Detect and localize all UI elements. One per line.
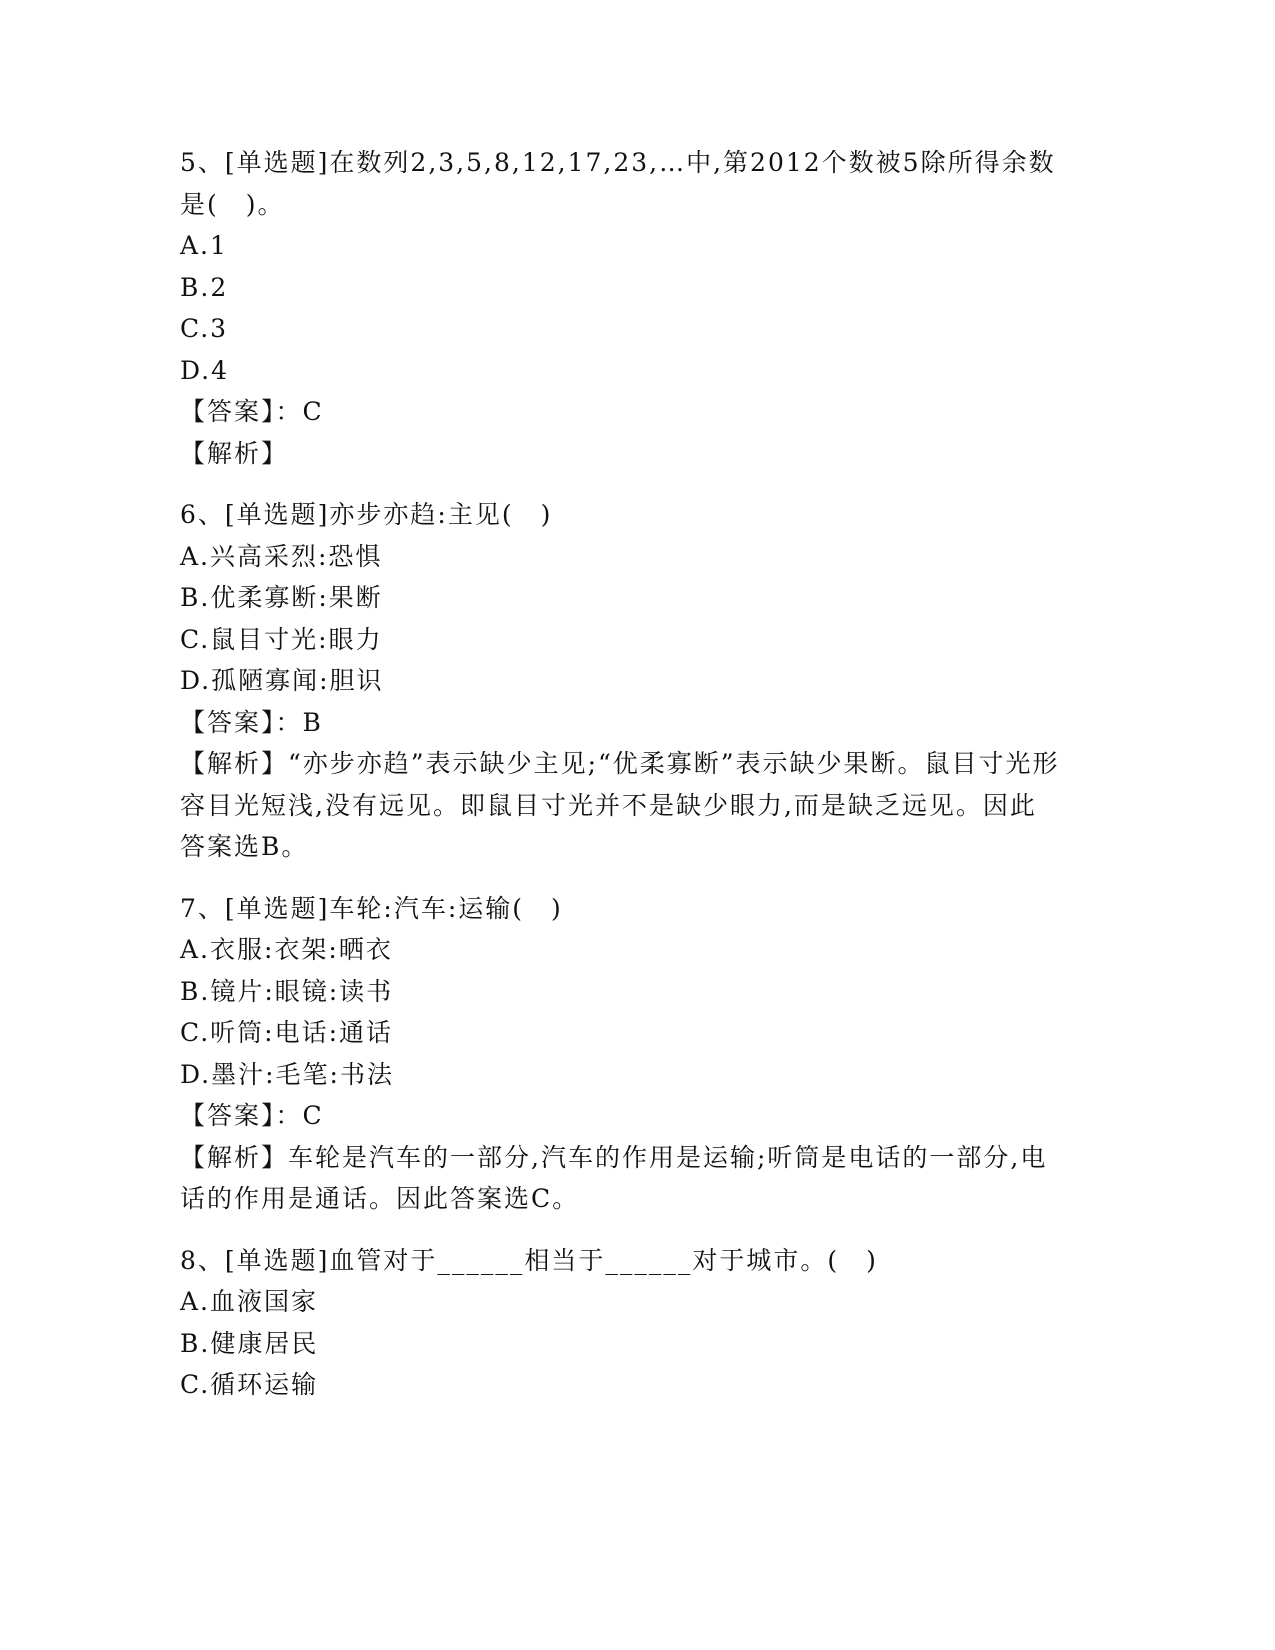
option-c: C.听筒:电话:通话 [180, 1018, 394, 1047]
analysis-line: 【解析】“亦步亦趋”表示缺少主见;“优柔寡断”表示缺少果断。鼠目寸光形容目光短浅,没有远见。即鼠目寸光并不是缺少眼力,而是缺乏远见。因此答案选B。 [180, 749, 1060, 861]
option-c: C.循环运输 [180, 1370, 319, 1399]
answer-line: 【答案】：C [180, 1101, 324, 1130]
document-page [180, 142, 1060, 1426]
question-6 [180, 494, 1060, 868]
option-d: D.墨汁:毛笔:书法 [180, 1059, 394, 1089]
option-b: B.健康居民 [180, 1328, 319, 1358]
question-7 [180, 888, 1060, 1220]
option-a: A.衣服:衣架:晒衣 [180, 935, 393, 964]
analysis-line: 【解析】车轮是汽车的一部分,汽车的作用是运输;听筒是电话的一部分,电话的作用是通话。因此答案选C。 [180, 1142, 1048, 1213]
option-a: A.血液国家 [180, 1287, 319, 1316]
option-c: C.鼠目寸光:眼力 [180, 624, 383, 654]
question-8 [180, 1240, 1060, 1406]
question-stem: 8、[单选题]血管对于______相当于______对于城市。( ) [180, 1245, 878, 1275]
option-c: C.3 [180, 314, 229, 343]
answer-line: 【答案】：B [180, 707, 323, 737]
option-a: A.兴高采烈:恐惧 [180, 541, 383, 571]
question-5 [180, 142, 1060, 474]
option-b: B.2 [180, 272, 229, 302]
option-b: B.优柔寡断:果断 [180, 583, 383, 612]
question-stem: 7、[单选题]车轮:汽车:运输( ) [180, 893, 563, 923]
option-a: A.1 [180, 231, 228, 260]
option-b: B.镜片:眼镜:读书 [180, 976, 394, 1006]
question-stem: 6、[单选题]亦步亦趋:主见( ) [180, 500, 553, 529]
question-stem: 5、[单选题]在数列2,3,5,8,12,17,23,…中,第2012个数被5除所得余数是( )。 [180, 148, 1056, 219]
analysis-line: 【解析】 [180, 438, 289, 468]
answer-line: 【答案】：C [180, 397, 324, 426]
option-d: D.4 [180, 355, 230, 385]
option-d: D.孤陋寡闻:胆识 [180, 666, 384, 695]
